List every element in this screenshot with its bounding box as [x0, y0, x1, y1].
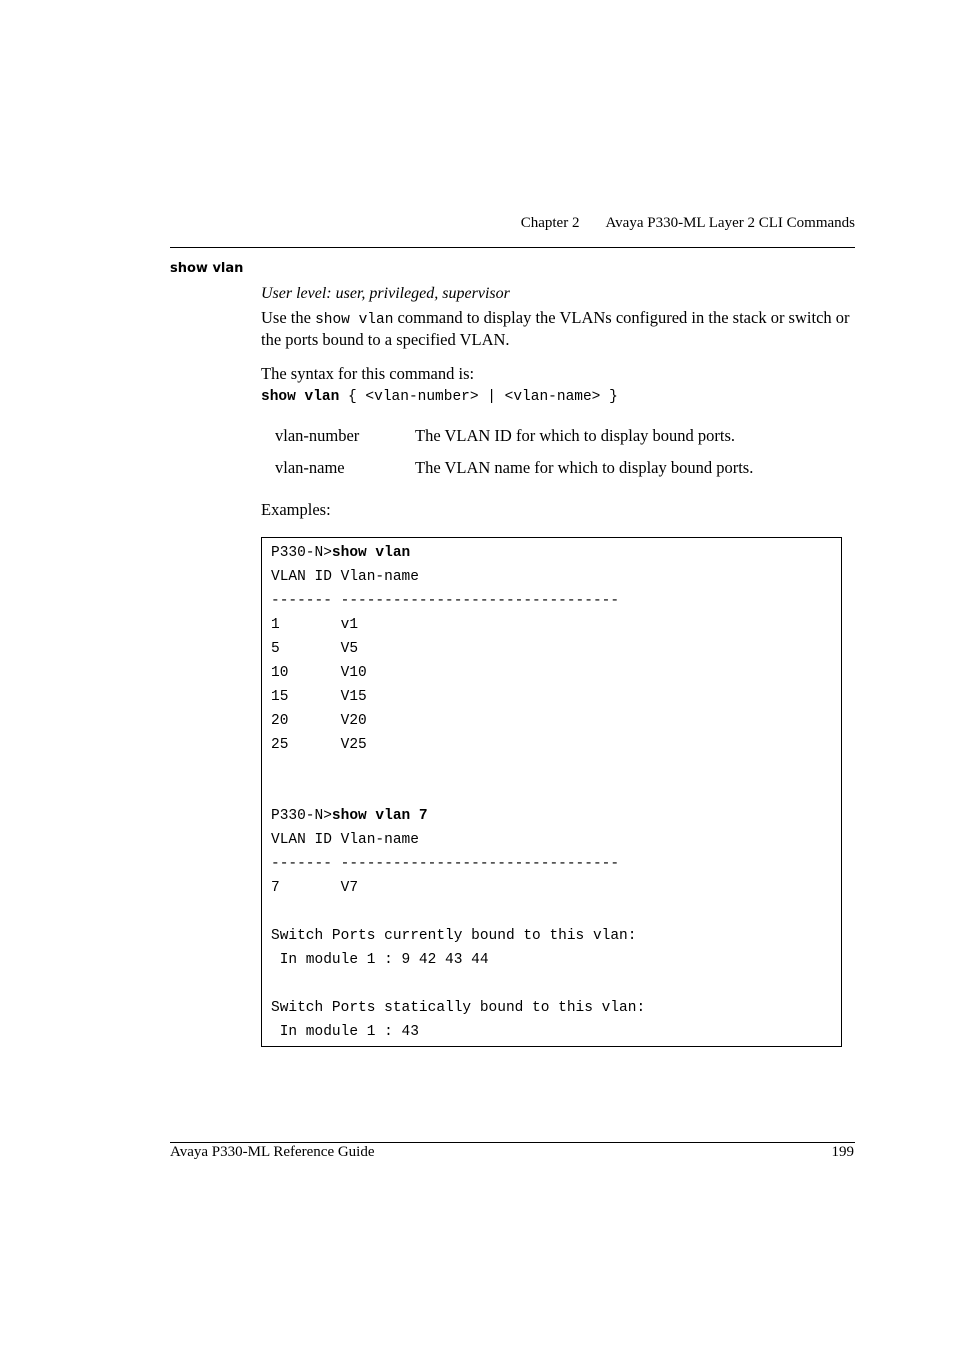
description-code: show vlan: [315, 312, 394, 328]
code-line: 5 V5: [271, 641, 359, 657]
code-line: 15 V15: [271, 689, 367, 705]
page-header: [170, 215, 855, 232]
example-code-box: [261, 537, 842, 1047]
code-line: [271, 544, 410, 562]
syntax-intro: The syntax for this command is:: [261, 364, 475, 383]
command: show vlan 7: [331, 808, 428, 824]
param-desc: The VLAN ID for which to display bound ports.: [415, 426, 736, 445]
code-line: VLAN ID Vlan-name: [271, 832, 419, 848]
footer-rule: [170, 1142, 855, 1143]
param-name: vlan-name: [275, 458, 345, 477]
description-post: command to display the VLANs configured in the stack or switch or the ports bound to a specified VLAN.: [261, 308, 850, 349]
command: show vlan: [331, 545, 411, 561]
code-line: 1 v1: [271, 617, 359, 633]
param-desc: The VLAN name for which to display bound ports.: [415, 458, 754, 477]
code-line: 10 V10: [271, 665, 367, 681]
code-line: Switch Ports currently bound to this vlan:: [271, 928, 637, 944]
page-number: 199: [831, 1144, 854, 1160]
prompt: P330-N>: [271, 808, 332, 824]
code-line: [271, 807, 428, 825]
description-pre: Use the: [261, 308, 316, 327]
code-line: 20 V20: [271, 713, 367, 729]
user-level: User level: user, privileged, supervisor: [261, 285, 510, 302]
prompt: P330-N>: [271, 545, 332, 561]
code-line: In module 1 : 9 42 43 44: [271, 952, 489, 968]
code-line: VLAN ID Vlan-name: [271, 569, 419, 585]
examples-label: Examples:: [261, 500, 331, 519]
code-line: 7 V7: [271, 880, 359, 896]
header-title: Avaya P330-ML Layer 2 CLI Commands: [605, 215, 855, 231]
code-line: In module 1 : 43: [271, 1024, 419, 1040]
syntax-line: [261, 389, 618, 405]
description: [261, 308, 851, 350]
syntax-arguments: { <vlan-number> | <vlan-name> }: [339, 389, 618, 405]
section-title: show vlan: [170, 261, 244, 276]
code-line: Switch Ports statically bound to this vlan:: [271, 1000, 646, 1016]
footer-guide-title: Avaya P330-ML Reference Guide: [170, 1144, 375, 1160]
param-name: vlan-number: [275, 426, 360, 445]
header-rule: [170, 247, 855, 248]
header-chapter: Chapter 2: [520, 215, 580, 231]
code-line: ------- --------------------------------: [271, 593, 620, 609]
code-line: ------- --------------------------------: [271, 856, 620, 872]
syntax-command: show vlan: [261, 389, 340, 405]
code-line: 25 V25: [271, 737, 367, 753]
